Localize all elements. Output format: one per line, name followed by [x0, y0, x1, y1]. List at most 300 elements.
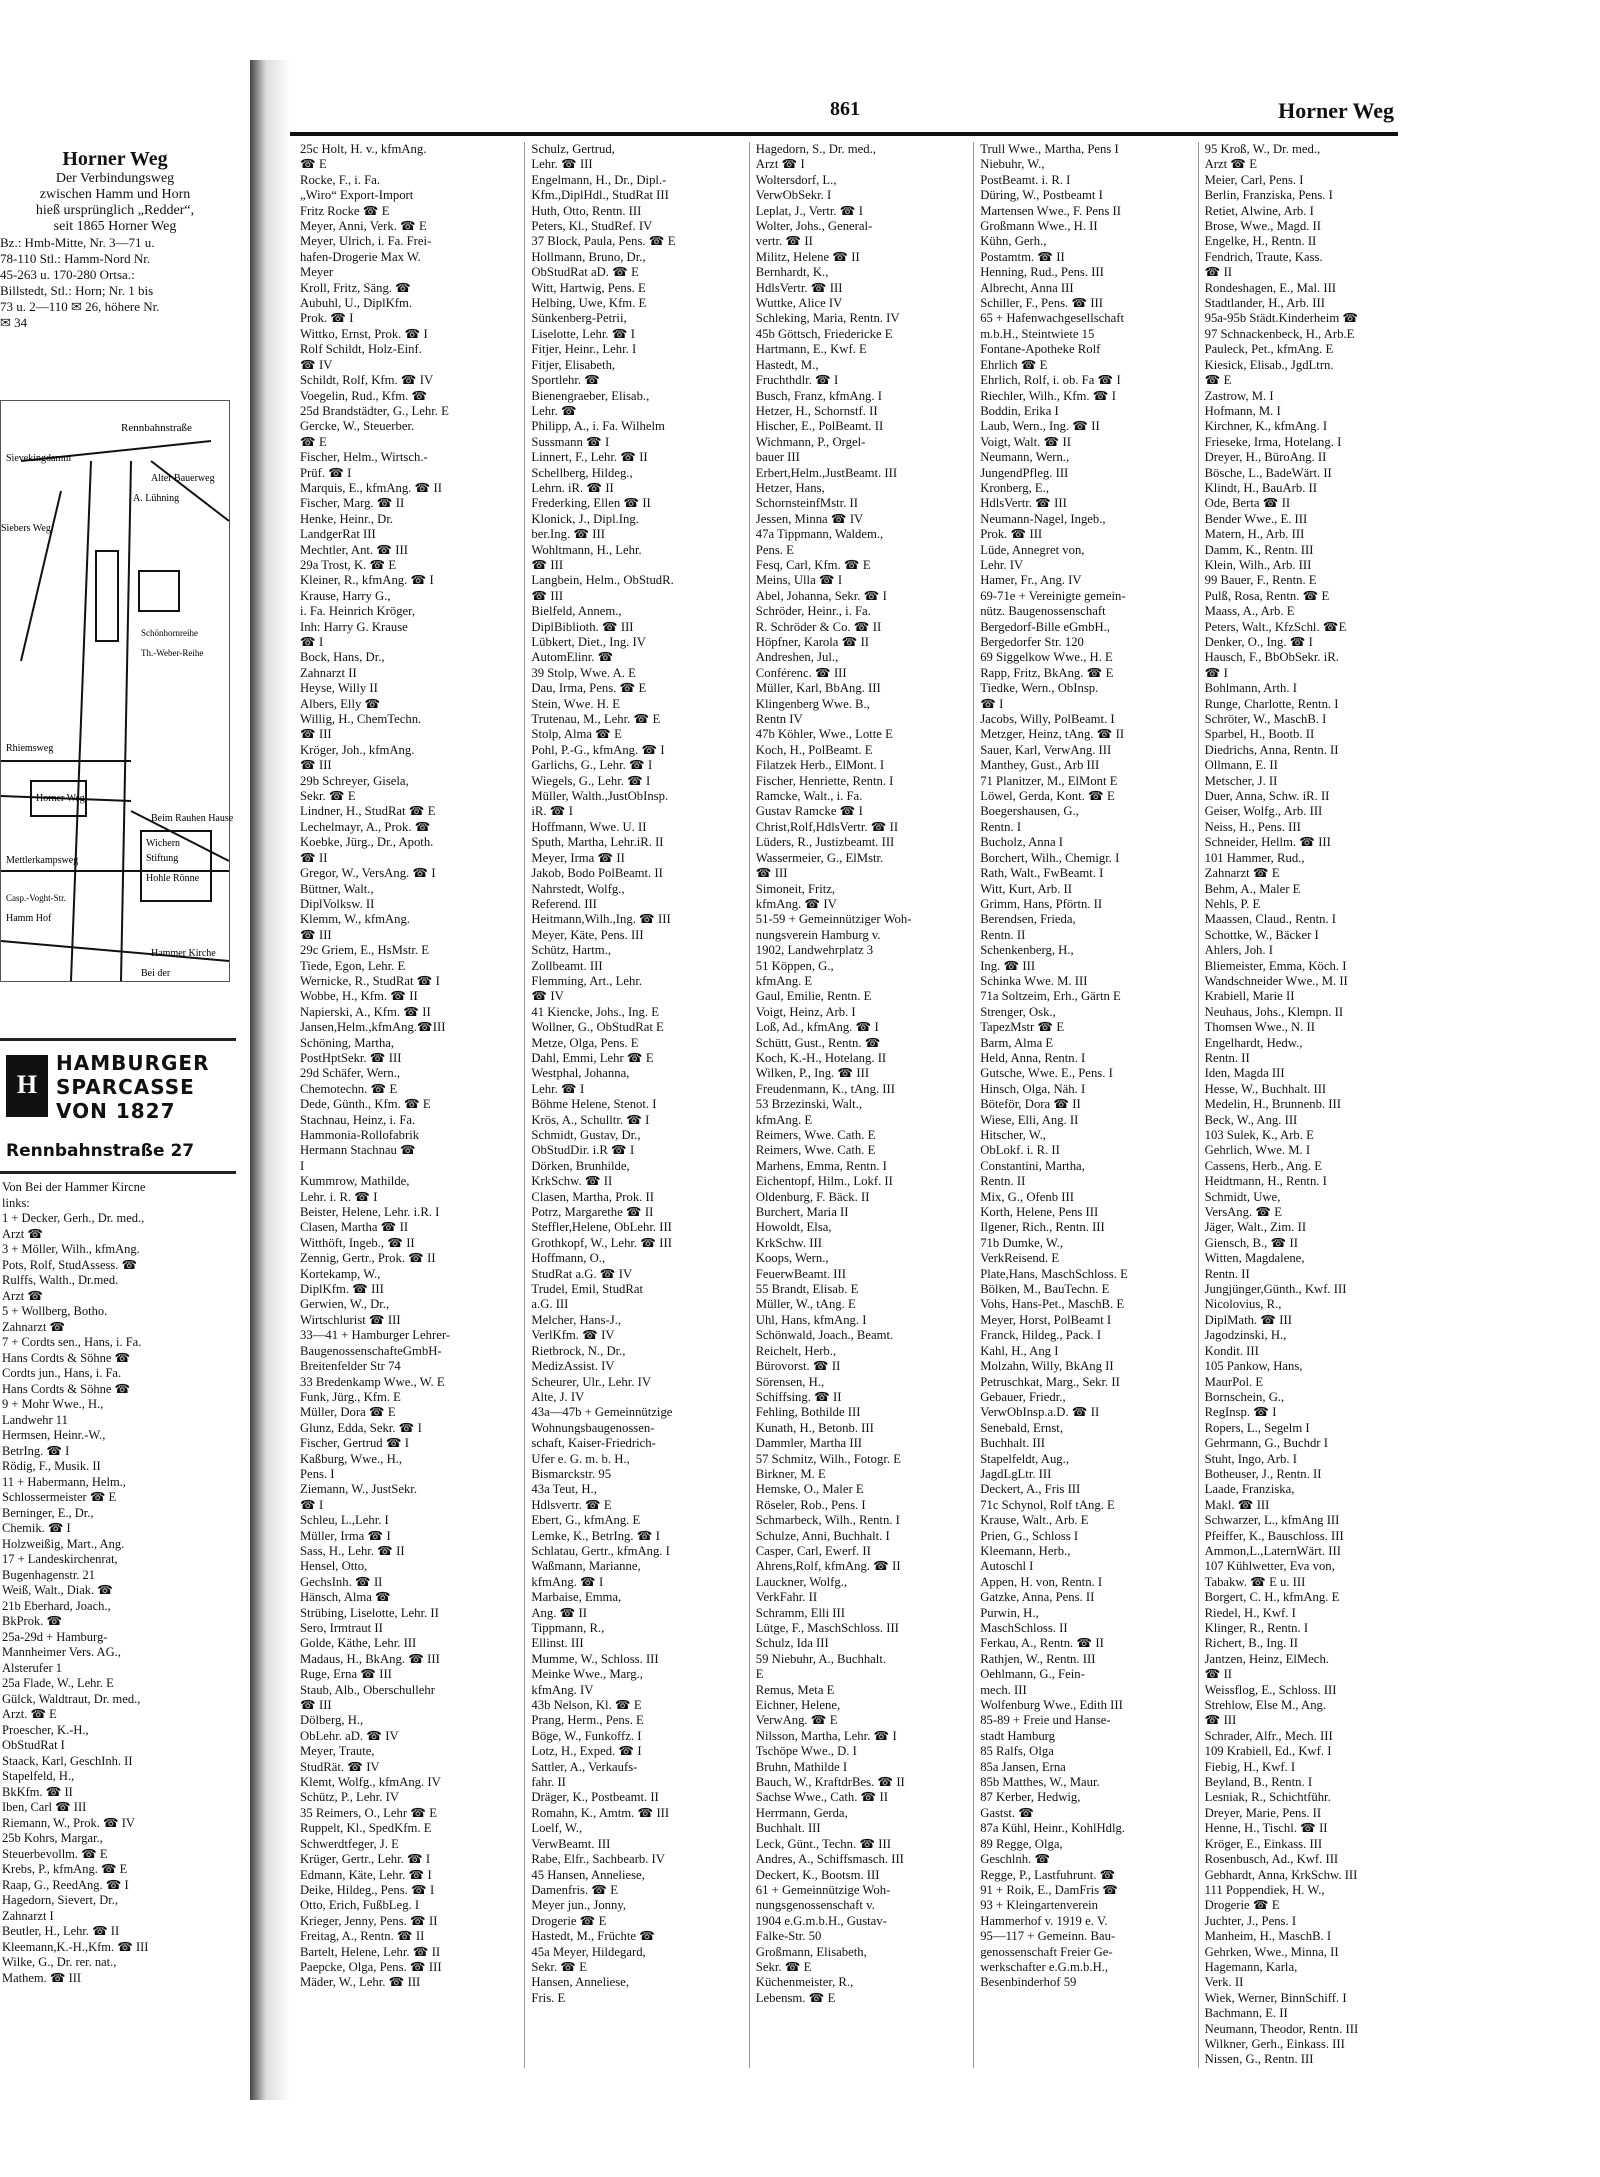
resident-entry: Hausch, F., BbObSekr. iR. [1204, 650, 1339, 665]
resident-entry: Christ,Rolf,HdlsVertr. ☎ II [755, 819, 899, 834]
resident-entry: Hesse, W., Buchhalt. III [1204, 1081, 1327, 1096]
resident-entry: 95 Kroß, W., Dr. med., [1204, 142, 1321, 156]
resident-entry: Langbein, Helm., ObStudR. [531, 573, 674, 588]
resident-entry: Müller, Dora ☎ E [300, 1405, 396, 1420]
resident-entry: Drogerie ☎ E [1204, 1898, 1280, 1913]
resident-entry: Trutenau, M., Lehr. ☎ E [531, 712, 661, 727]
resident-entry: ber.Ing. ☎ III [531, 527, 605, 542]
resident-entry: Hastedt, M., [755, 357, 819, 372]
street-meta-line: 45-263 u. 170-280 Ortsa.: [0, 267, 135, 282]
resident-entry: 33 Bredenkamp Wwe., W. E [300, 1374, 445, 1389]
resident-entry: E [755, 1667, 764, 1682]
resident-entry: Rentn IV [755, 712, 803, 727]
page-header [290, 96, 1398, 136]
sparkasse-name [56, 1051, 209, 1123]
resident-entry: Klonick, J., Dipl.Ing. [531, 511, 639, 526]
resident-entry: Clasen, Martha, Prok. II [531, 1189, 655, 1204]
resident-entry: Fiebig, H., Kwf. I [1204, 1759, 1296, 1774]
resident-entry: Abel, Johanna, Sekr. ☎ I [755, 588, 887, 603]
resident-entry: Reichelt, Herb., [755, 1343, 837, 1358]
left-resident-entry: Hermsen, Heinr.-W., [2, 1428, 106, 1442]
resident-entry: Korth, Helene, Pens III [980, 1205, 1099, 1220]
resident-entry: StudRät. ☎ IV [300, 1759, 380, 1774]
resident-entry: DiplVolksw. II [300, 896, 375, 911]
left-resident-entry: Hans Cordts & Söhne ☎ [2, 1350, 131, 1365]
resident-entry: Sünkenberg-Petrii, [531, 311, 627, 326]
resident-entry: Hansen, Anneliese, [531, 1975, 629, 1990]
resident-entry: Fitjer, Elisabeth, [531, 357, 616, 372]
resident-entry: ☎ IV [531, 989, 564, 1004]
resident-entry: Peters, Kl., StudRef. IV [531, 219, 653, 234]
resident-entry: Schwarzer, L., kfmAng III [1204, 1513, 1340, 1528]
resident-entry: 25d Brandstädter, G., Lehr. E [300, 403, 449, 418]
resident-entry: Wirtschlurist ☎ III [300, 1312, 401, 1327]
resident-entry: ☎ I [980, 696, 1004, 711]
page-number: 861 [830, 98, 860, 120]
resident-entry: Klemm, W., kfmAng. [300, 912, 410, 927]
resident-entry: Krieger, Jenny, Pens. ☎ II [300, 1913, 438, 1928]
resident-entry: Richert, B., Ing. II [1204, 1636, 1298, 1651]
map-label: Wichern [146, 838, 181, 849]
map-label: Schönhornreihe [141, 628, 198, 638]
resident-entry: Wittko, Ernst, Prok. ☎ I [300, 326, 428, 341]
resident-entry: Höpfner, Karola ☎ II [755, 635, 870, 649]
resident-entry: GechsInh. ☎ II [300, 1574, 383, 1589]
left-resident-entry: Riemann, W., Prok. ☎ IV [2, 1815, 135, 1830]
resident-entry: Hdlsvertr. ☎ E [531, 1497, 612, 1512]
resident-entry: Diedrichs, Anna, Rentn. II [1204, 742, 1339, 757]
resident-entry: 95—117 + Gemeinn. Bau- [980, 1929, 1116, 1944]
resident-entry: Wiek, Werner, BinnSchiff. I [1204, 1990, 1347, 2005]
resident-entry: Edmann, Käte, Lehr. ☎ I [300, 1867, 432, 1882]
left-page-content [0, 100, 250, 1985]
resident-entry: Madaus, H., BkAng. ☎ III [300, 1651, 440, 1666]
resident-entry: Metscher, J. II [1204, 773, 1278, 788]
resident-entry: 85a Jansen, Erna [980, 1759, 1066, 1774]
resident-entry: ☎ II [1204, 265, 1233, 280]
resident-entry: Botheuser, J., Rentn. II [1204, 1466, 1322, 1481]
resident-entry: Gebauer, Friedr., [980, 1389, 1066, 1404]
resident-entry: 99 Bauer, F., Rentn. E [1204, 573, 1317, 588]
resident-entry: Engelmann, H., Dr., Dipl.- [531, 172, 667, 187]
resident-entry: HdlsVertr. ☎ III [755, 280, 843, 295]
resident-entry: Bienengraeber, Elisab., [531, 388, 650, 403]
resident-entry: Deike, Hildeg., Pens. ☎ I [300, 1882, 435, 1897]
left-resident-entry: Zahnarzt I [2, 1908, 54, 1923]
resident-entry: Hischer, E., PolBeamt. II [755, 419, 884, 434]
resident-entry: Reimers, Wwe. Cath. E [755, 1143, 876, 1158]
map-label: Th.-Weber-Reihe [141, 648, 204, 658]
resident-entry: ☎ E [1204, 373, 1232, 388]
resident-entry: Schildt, Rolf, Kfm. ☎ IV [300, 373, 434, 388]
left-resident-entry: Arzt ☎ [2, 1226, 43, 1241]
resident-entry: Bismarckstr. 95 [531, 1466, 612, 1481]
resident-entry: Hetzer, H., Schornstf. II [755, 403, 878, 418]
resident-entry: Hamer, Fr., Ang. IV [980, 573, 1082, 588]
resident-entry: mech. III [980, 1682, 1027, 1697]
resident-entry: ☎ E [300, 434, 327, 449]
resident-entry: Gustav Ramcke ☎ I [755, 804, 863, 819]
resident-entry: Löwel, Gerda, Kont. ☎ E [980, 789, 1115, 804]
resident-entry: Pulß, Rosa, Rentn. ☎ E [1204, 588, 1330, 603]
left-resident-entry: Hans Cordts & Söhne ☎ [2, 1381, 131, 1396]
resident-entry: Voegelin, Rud., Kfm. ☎ [300, 388, 428, 403]
resident-entry: Prüf. ☎ I [300, 465, 352, 480]
resident-entry: Müller, Karl, BbAng. III [755, 681, 881, 696]
left-resident-entry: 3 + Möller, Wilh., kfmAng. [2, 1242, 140, 1256]
resident-entry: Mechtler, Ant. ☎ III [300, 542, 408, 557]
resident-entry: Arzt ☎ E [1204, 157, 1258, 172]
resident-entry: Ruppelt, Kl., SpedKfm. E [300, 1821, 432, 1836]
resident-entry: 95a-95b Städt.Kinderheim ☎ [1204, 311, 1359, 326]
resident-entry: Steffler,Helene, ObLehr. III [531, 1220, 672, 1235]
resident-entry: 29b Schreyer, Gisela, [300, 773, 409, 788]
resident-entry: 103 Sulek, K., Arb. E [1204, 1128, 1314, 1142]
resident-entry: Manheim, H., MaschB. I [1204, 1929, 1332, 1944]
resident-entry: Lehr. ☎ III [531, 157, 593, 172]
resident-entry: Marquis, E., kfmAng. ☎ II [300, 480, 442, 495]
resident-entry: Ellinst. III [531, 1636, 584, 1651]
resident-entry: Schmidt, Uwe, [1204, 1189, 1281, 1204]
resident-entry: 109 Krabiell, Ed., Kwf. I [1204, 1744, 1332, 1759]
resident-entry: Neumann, Theodor, Rentn. III [1204, 2021, 1359, 2036]
resident-entry: Rapp, Fritz, BkAng. ☎ E [980, 665, 1114, 680]
resident-entry: Hagedorn, S., Dr. med., [755, 142, 876, 156]
street-meta-line: 78-110 Stl.: Hamm-Nord Nr. [0, 251, 151, 266]
resident-entry: Dahl, Emmi, Lehr ☎ E [531, 1050, 654, 1065]
resident-entry: Freitag, A., Rentn. ☎ II [300, 1929, 425, 1944]
resident-entry: Behm, A., Maler E [1204, 881, 1301, 896]
resident-entry: Appen, H. von, Rentn. I [980, 1574, 1103, 1589]
resident-entry: Hagemann, Karla, [1204, 1959, 1298, 1974]
resident-entry: Müller, Irma ☎ I [300, 1528, 391, 1543]
resident-entry: Lauckner, Wolfg., [755, 1574, 848, 1589]
resident-entry: Leplat, J., Vertr. ☎ I [755, 203, 863, 218]
resident-entry: Martensen Wwe., F. Pens II [980, 203, 1121, 218]
resident-entry: Duer, Anna, Schw. iR. II [1204, 789, 1330, 804]
resident-entry: Büttner, Walt., [300, 881, 374, 896]
resident-entry: 37 Block, Paula, Pens. ☎ E [531, 234, 676, 249]
left-resident-entry: ObStudRat I [2, 1738, 65, 1752]
resident-entry: Prok. ☎ I [300, 311, 354, 326]
resident-entry: iR. ☎ I [531, 804, 573, 819]
resident-entry: R. Schröder & Co. ☎ II [755, 619, 882, 634]
resident-entry: bauer III [755, 450, 800, 465]
resident-entry: Jessen, Minna ☎ IV [755, 511, 864, 526]
resident-entry: Bender Wwe., E. III [1204, 511, 1308, 526]
resident-entry: Kroll, Fritz, Säng. ☎ [300, 280, 411, 295]
resident-entry: Wandschneider Wwe., M. II [1204, 973, 1348, 988]
resident-entry: Alte, J. IV [531, 1389, 585, 1404]
resident-entry: Willig, H., ChemTechn. [300, 712, 422, 727]
resident-entry: Meyer, Käte, Pens. III [531, 927, 644, 942]
resident-entry: Marhens, Emma, Rentn. I [755, 1158, 887, 1173]
resident-entry: Riedel, H., Kwf. I [1204, 1605, 1296, 1620]
resident-entry: Jäger, Walt., Zim. II [1204, 1220, 1307, 1235]
resident-entry: DiplKfm. ☎ III [300, 1282, 384, 1297]
resident-entry: Meyer jun., Jonny, [531, 1898, 627, 1913]
resident-entry: Rondeshagen, E., Mal. III [1204, 280, 1337, 295]
resident-entry: Flemming, Art., Lehr. [531, 973, 643, 988]
resident-entry: Klinger, R., Rentn. I [1204, 1621, 1309, 1635]
resident-entry: Kfm.,DiplHdl., StudRat III [531, 188, 669, 203]
resident-entry: Albrecht, Anna III [980, 280, 1074, 295]
resident-entry: RegInsp. ☎ I [1204, 1405, 1277, 1420]
resident-entry: Riechler, Wilh., Kfm. ☎ I [980, 388, 1116, 403]
resident-entry: Loß, Ad., kfmAng. ☎ I [755, 1020, 879, 1035]
resident-entry: Rathjen, W., Rentn. III [980, 1651, 1096, 1666]
resident-entry: Schmidt, Gustav, Dr., [531, 1128, 641, 1142]
resident-entry: Tabakw. ☎ E u. III [1204, 1574, 1306, 1589]
resident-entry: Marbaise, Emma, [531, 1590, 622, 1605]
resident-entry: Helbing, Uwe, Kfm. E [531, 296, 647, 311]
resident-entry: Deckert, A., Fris III [980, 1482, 1081, 1497]
resident-entry: Voigt, Walt. ☎ II [980, 434, 1071, 449]
resident-entry: Huth, Otto, Rentn. III [531, 203, 642, 218]
resident-entry: Ammon,L.,LaternWärt. III [1204, 1543, 1341, 1558]
resident-entry: Retiet, Alwine, Arb. I [1204, 203, 1314, 218]
resident-entry: Wohltmann, H., Lehr. [531, 542, 642, 557]
resident-entry: Ehrlich ☎ E [980, 357, 1048, 372]
resident-entry: Gregor, W., VersAng. ☎ I [300, 866, 436, 881]
resident-entry: Klindt, H., BauArb. II [1204, 480, 1318, 495]
resident-entry: 43a Teut, H., [531, 1482, 597, 1497]
resident-entry: Lebensm. ☎ E [755, 1990, 836, 2005]
resident-entry: a.G. III [531, 1297, 569, 1312]
left-resident-entry: 17 + Landeskirchenrat, [2, 1552, 118, 1566]
resident-entry: Postamtm. ☎ II [980, 249, 1065, 264]
resident-entry: SchornsteinfMstr. II [755, 496, 858, 511]
left-resident-entry: Wilke, G., Dr. rer. nat., [2, 1955, 117, 1969]
left-page [0, 100, 253, 2080]
resident-entry: Gastst. ☎ [980, 1805, 1035, 1820]
resident-entry: Ferkau, A., Rentn. ☎ II [980, 1636, 1104, 1651]
resident-entry: Rentn. II [980, 927, 1026, 942]
resident-entry: Albers, Elly ☎ [300, 696, 381, 711]
resident-entry: Barm, Alma E [980, 1035, 1054, 1050]
resident-entry: Matern, H., Arb. III [1204, 527, 1305, 542]
resident-entry: Pauleck, Pet., kfmAng. E [1204, 342, 1334, 357]
resident-entry: Kronberg, E., [980, 480, 1050, 495]
resident-entry: MaurPol. E [1204, 1374, 1264, 1389]
resident-entry: Melcher, Hans-J., [531, 1312, 622, 1327]
left-resident-entry: Holzweißig, Mart., Ang. [2, 1536, 125, 1551]
resident-entry: Rentn. II [980, 1174, 1026, 1189]
resident-entry: Hoffmann, O., [531, 1251, 606, 1266]
left-resident-entry: Von Bei der Hammer Kircne [2, 1180, 146, 1194]
resident-entry: Maassen, Claud., Rentn. I [1204, 912, 1337, 927]
resident-entry: Wilkner, Gerh., Einkass. III [1204, 2036, 1345, 2051]
resident-entry: 71c Schynol, Rolf tAng. E [980, 1497, 1115, 1512]
resident-entry: Lübkert, Diet., Ing. IV [531, 635, 646, 649]
map-label: Siebers Weg [1, 523, 51, 534]
resident-entry: 55 Brandt, Elisab. E [755, 1282, 859, 1297]
resident-entry: 69 Siggelkow Wwe., H. E [980, 650, 1113, 665]
resident-entry: Stein, Wwe. H. E [531, 696, 620, 711]
resident-entry: Stuht, Ingo, Arb. I [1204, 1451, 1297, 1466]
resident-entry: Borchert, Wilh., Chemigr. I [980, 850, 1120, 865]
resident-entry: Lotz, H., Exped. ☎ I [531, 1744, 642, 1759]
resident-entry: Neuhaus, Johs., Klempn. II [1204, 1004, 1344, 1019]
resident-entry: Fischer, Helm., Wirtsch.- [300, 450, 428, 465]
resident-entry: Meyer, Irma ☎ II [531, 850, 625, 865]
resident-entry: Krüger, Gertr., Lehr. ☎ I [300, 1852, 431, 1867]
left-resident-entry: Staack, Karl, GeschInh. II [2, 1753, 133, 1768]
resident-entry: Lechelmayr, A., Prok. ☎ [300, 819, 431, 834]
resident-entry: 35 Reimers, O., Lehr ☎ E [300, 1805, 438, 1820]
resident-entry: Schottke, W., Bäcker I [1204, 927, 1319, 942]
resident-entry: Krabiell, Marie II [1204, 989, 1295, 1004]
left-resident-entry: Cordts jun., Hans, i. Fa. [2, 1366, 122, 1380]
resident-entry: Rolf Schildt, Holz-Einf. [300, 342, 422, 357]
resident-entry: Boegershausen, G., [980, 804, 1079, 819]
resident-entry: Pens. I [300, 1466, 335, 1481]
resident-entry: Hartmann, E., Kwf. E [755, 342, 867, 357]
left-resident-entry: Bugenhagenstr. 21 [2, 1567, 96, 1582]
left-resident-entry: Weiß, Walt., Diak. ☎ [2, 1583, 113, 1597]
resident-entry: Freudenmann, K., tAng. III [755, 1081, 895, 1096]
resident-entry: Großmann Wwe., H. II [980, 219, 1098, 234]
resident-entry: 71 Planitzer, M., ElMont E [980, 773, 1118, 788]
resident-entry: Sussmann ☎ I [531, 434, 610, 449]
resident-entry: Lüde, Annegret von, [980, 542, 1085, 557]
resident-entry: Wolter, Johs., General- [755, 219, 873, 234]
resident-entry: Andres, A., Schiffsmasch. III [755, 1852, 904, 1867]
left-residents-list [2, 1180, 232, 1986]
left-resident-entry: BkProk. ☎ [2, 1614, 63, 1628]
resident-entry: Lehr. ☎ I [531, 1081, 585, 1096]
resident-entry: Maass, A., Arb. E [1204, 604, 1295, 619]
resident-entry: Berlin, Franziska, Pens. I [1204, 188, 1333, 203]
resident-entry: Ahrens,Rolf, kfmAng. ☎ II [755, 1559, 901, 1574]
resident-entry: 59 Niebuhr, A., Buchhalt. [755, 1651, 887, 1666]
resident-entry: Kummrow, Mathilde, [300, 1174, 410, 1189]
resident-entry: ☎ III [1204, 1713, 1237, 1728]
resident-entry: Inh: Harry G. Krause [300, 619, 408, 634]
resident-entry: Kaßburg, Wwe., H., [300, 1451, 403, 1466]
resident-entry: Laub, Wern., Ing. ☎ II [980, 419, 1100, 434]
left-resident-entry: Beutler, H., Lehr. ☎ II [2, 1924, 120, 1938]
resident-entry: Dede, Günth., Kfm. ☎ E [300, 1097, 431, 1112]
resident-entry: Iden, Magda III [1204, 1066, 1285, 1081]
resident-entry: Ziemann, W., JustSekr. [300, 1482, 418, 1497]
resident-entry: Rentn. II [1204, 1050, 1250, 1065]
resident-entry: Bartelt, Helene, Lehr. ☎ II [300, 1944, 441, 1959]
resident-entry: Nissen, G., Rentn. III [1204, 2052, 1314, 2067]
resident-entry: Stolp, Alma ☎ E [531, 727, 622, 742]
resident-entry: Linnert, F., Lehr. ☎ II [531, 450, 648, 465]
resident-entry: Fischer, Marg. ☎ II [300, 496, 405, 511]
resident-entry: Bock, Hans, Dr., [300, 650, 385, 665]
resident-entry: Schleu, L.,Lehr. I [300, 1513, 389, 1528]
street-desc-line: Der Verbindungsweg [55, 171, 175, 186]
resident-entry: Krause, Harry G., [300, 588, 391, 603]
resident-entry: Damenfris. ☎ E [531, 1882, 619, 1897]
resident-entry: Fesq, Carl, Kfm. ☎ E [755, 557, 871, 572]
resident-entry: Fischer, Gertrud ☎ I [300, 1436, 410, 1451]
resident-entry: Jakob, Bodo PolBeamt. II [531, 866, 663, 881]
resident-entry: Fritz Rocke ☎ E [300, 203, 390, 218]
resident-entry: Potrz, Margarethe ☎ II [531, 1205, 654, 1220]
resident-entry: Schwerdtfeger, J. E [300, 1836, 399, 1851]
resident-entry: Kunath, H., Betonb. III [755, 1420, 874, 1435]
resident-entry: 45b Göttsch, Friedericke E [755, 326, 893, 341]
resident-entry: Bernhardt, K., [755, 265, 829, 280]
resident-entry: Weissflog, E., Schloss. III [1204, 1682, 1337, 1697]
resident-entry: Kahl, H., Ang I [980, 1343, 1059, 1358]
resident-entry: Schmarbeck, Wilh., Rentn. I [755, 1513, 900, 1528]
resident-entry: Dreyer, Marie, Pens. II [1204, 1805, 1322, 1820]
resident-entry: Meyer, Anni, Verk. ☎ E [300, 219, 427, 234]
resident-entry: Röseler, Rob., Pens. I [755, 1497, 866, 1512]
left-resident-entry: Iben, Carl ☎ III [2, 1800, 87, 1814]
left-resident-entry: links: [2, 1195, 30, 1210]
left-resident-entry: Hagedorn, Sievert, Dr., [2, 1893, 118, 1907]
resident-entry: Strübing, Liselotte, Lehr. II [300, 1605, 439, 1620]
resident-entry: Andreshen, Jul., [755, 650, 839, 665]
resident-entry: Meyer, Ulrich, i. Fa. Frei- [300, 234, 432, 249]
resident-entry: Mumme, W., Schloss. III [531, 1651, 659, 1666]
resident-entry: Fendrich, Traute, Kass. [1204, 249, 1323, 264]
resident-entry: schaft, Kaiser-Friedrich- [531, 1436, 656, 1451]
resident-entry: Oehlmann, G., Fein- [980, 1667, 1085, 1682]
resident-entry: ☎ IV [300, 357, 333, 372]
resident-entry: Müller, Walth.,JustObInsp. [531, 789, 669, 804]
resident-entry: Vohs, Hans-Pet., MaschB. E [980, 1297, 1125, 1312]
resident-entry: Klingenberg Wwe. B., [755, 696, 870, 711]
resident-entry: Böteför, Dora ☎ II [980, 1097, 1081, 1112]
resident-entry: Lehr. ☎ [531, 403, 577, 418]
resident-entry: Lüders, R., Justizbeamt. III [755, 835, 895, 850]
left-resident-entry: Schlossermeister ☎ E [2, 1490, 117, 1504]
resident-entry: 39 Stolp, Wwe. A. E [531, 665, 636, 680]
resident-entry: Fischer, Henriette, Rentn. I [755, 773, 894, 788]
resident-entry: Schneider, Hellm. ☎ III [1204, 835, 1331, 850]
resident-entry: ☎ E [300, 157, 327, 172]
resident-entry: Lesniak, R., Schichtführ. [1204, 1790, 1331, 1805]
resident-entry: 105 Pankow, Hans, [1204, 1359, 1303, 1374]
directory-column-4 [973, 142, 1191, 2068]
map-label: Hohle Rönne [146, 873, 200, 884]
street-map-drawing [1, 401, 234, 981]
resident-entry: Franck, Hildeg., Pack. I [980, 1328, 1102, 1343]
resident-entry: i. Fa. Heinrich Kröger, [300, 604, 416, 619]
resident-entry: Schulze, Anni, Buchhalt. I [755, 1528, 890, 1543]
resident-entry: Schütz, P., Lehr. IV [300, 1790, 400, 1805]
resident-entry: Wiegels, G., Lehr. ☎ I [531, 773, 651, 788]
resident-entry: Witt, Kurt, Arb. II [980, 881, 1072, 896]
resident-entry: Böhme Helene, Stenot. I [531, 1097, 657, 1112]
resident-entry: Drogerie ☎ E [531, 1913, 607, 1928]
resident-entry: Aubuhl, U., DiplKfm. [300, 296, 413, 311]
resident-entry: Tiedke, Wern., ObInsp. [980, 681, 1099, 696]
resident-entry: Stachnau, Heinz, i. Fa. [300, 1112, 416, 1127]
resident-entry: Ilgener, Rich., Rentn. III [980, 1220, 1105, 1235]
resident-entry: Wohnungsbaugenossen- [531, 1420, 655, 1435]
resident-entry: MedizAssist. IV [531, 1359, 615, 1374]
resident-entry: 71a Soltzeim, Erh., Gärtn E [980, 989, 1121, 1004]
resident-entry: Hoffmann, Wwe. U. II [531, 819, 647, 834]
resident-entry: Witthöft, Ingeb., ☎ II [300, 1235, 415, 1250]
resident-entry: Nehls, P. E [1204, 896, 1261, 911]
left-resident-entry: Kleemann,K.-H.,Kfm. ☎ III [2, 1939, 149, 1954]
resident-entry: 29d Schäfer, Wern., [300, 1066, 401, 1081]
resident-entry: ☎ II [300, 850, 328, 865]
resident-entry: Fruchthdlr. ☎ I [755, 373, 839, 388]
resident-entry: Grothkopf, W., Lehr. ☎ III [531, 1235, 672, 1250]
map-label: Stiftung [146, 853, 179, 864]
resident-entry: Bornschein, G., [1204, 1389, 1285, 1404]
